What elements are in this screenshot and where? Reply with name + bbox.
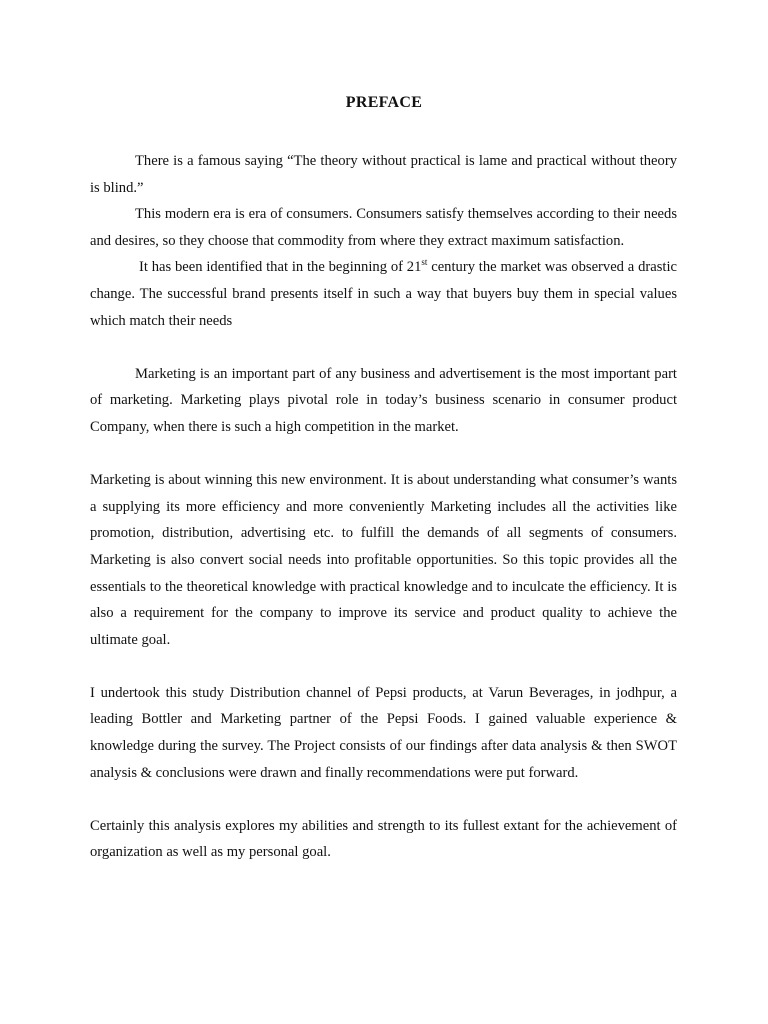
paragraph-gap <box>90 786 677 813</box>
paragraph-gap <box>90 653 677 680</box>
paragraph-conclusion: Certainly this analysis explores my abilities and strength to its fullest extant for the achievement of organization as well as my personal goal. <box>90 817 677 861</box>
page-title: PREFACE <box>345 94 423 111</box>
paragraph-modern-era: This modern era is era of consumers. Consumers satisfy themselves according to their needs and desires, so they choose that commodity from where they extract maximum satisfaction. <box>90 206 677 249</box>
paragraph-gap <box>90 334 677 361</box>
paragraph-21st-century-text-start: It has been identified that in the beginning of 21 <box>139 259 422 276</box>
paragraph-marketing-environment: Marketing is about winning this new environment. It is about understanding what consumer’s wants a supplying its more efficiency and more conveniently Marketing includes all the activities like promotion, distribution, advertising etc. to fulfill the demands of all segments of consumers. Marketing is also convert social needs into profitable opportunities. So this topic provides all the essentials to the theoretical knowledge with practical knowledge and to inculcate the efficiency. It is also a requirement for the company to improve its service and product quality to achieve the ultimate goal. <box>90 472 677 648</box>
ordinal-superscript: st <box>421 257 428 268</box>
paragraph-marketing-importance: Marketing is an important part of any business and advertisement is the most important part of marketing. Marketing plays pivotal role in today’s business scenario in consumer product Company, when there is such a high competition in the market. <box>90 365 677 435</box>
paragraph-21st-century-text-end: century the market was observed a drastic change. The successful brand presents itself in such a way that buyers buy them in special values which match their needs <box>90 259 677 329</box>
paragraph-famous-saying: There is a famous saying “The theory without practical is lame and practical without theory is blind.” <box>90 153 677 196</box>
paragraph-study-description: I undertook this study Distribution channel of Pepsi products, at Varun Beverages, in jodhpur, a leading Bottler and Marketing partner of the Pepsi Foods. I gained valuable experience & knowledge during the survey. The Project consists of our findings after data analysis & then SWOT analysis & conclusions were drawn and finally recommendations were put forward. <box>90 684 677 781</box>
document-body <box>90 148 677 866</box>
paragraph-gap <box>90 441 677 468</box>
paragraph-21st-century <box>90 254 677 334</box>
